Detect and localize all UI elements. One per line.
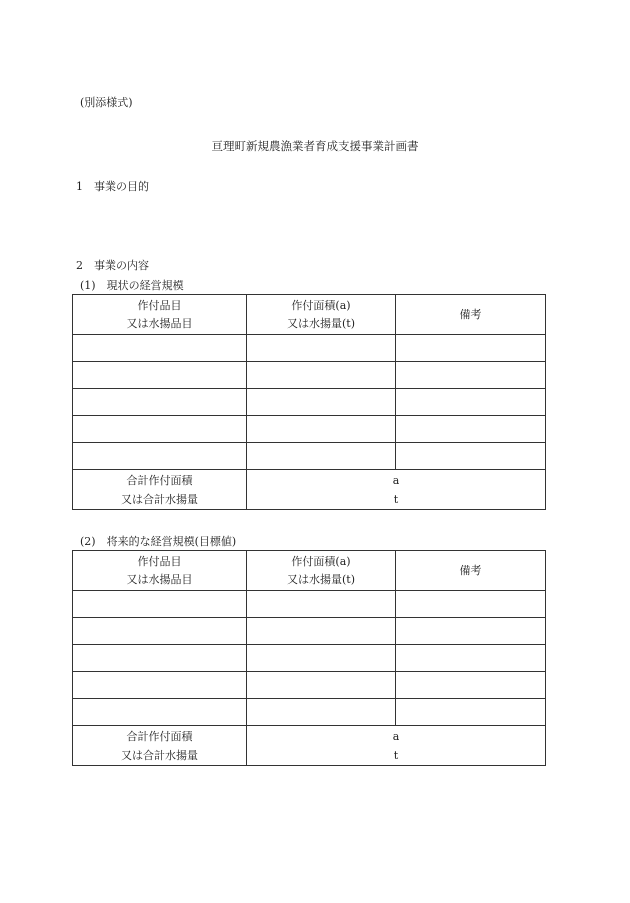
remarks-cell[interactable] bbox=[396, 362, 546, 389]
item-cell[interactable] bbox=[73, 591, 247, 618]
item-cell[interactable] bbox=[73, 362, 247, 389]
remarks-cell[interactable] bbox=[396, 699, 546, 726]
header-area-line1: 作付面積(a) bbox=[291, 298, 351, 312]
total-unit-t: t bbox=[393, 492, 399, 506]
remarks-cell[interactable] bbox=[396, 389, 546, 416]
section-heading-purpose: 1 事業の目的 bbox=[76, 180, 149, 193]
table-row bbox=[73, 672, 546, 699]
table-row bbox=[73, 618, 546, 645]
item-cell[interactable] bbox=[73, 618, 247, 645]
table-row bbox=[73, 416, 546, 443]
item-cell[interactable] bbox=[73, 335, 247, 362]
remarks-cell[interactable] bbox=[396, 335, 546, 362]
table-row bbox=[73, 645, 546, 672]
item-cell[interactable] bbox=[73, 416, 247, 443]
area-cell[interactable] bbox=[247, 416, 396, 443]
section-heading-content: 2 事業の内容 bbox=[76, 259, 149, 272]
total-unit-a: a bbox=[392, 473, 400, 487]
total-label-line2: 又は合計水揚量 bbox=[121, 748, 198, 762]
subsection-heading-future-scale: (2) 将来的な経営規模(目標値) bbox=[80, 535, 237, 548]
area-cell[interactable] bbox=[247, 389, 396, 416]
table-row bbox=[73, 335, 546, 362]
form-label: (別添様式) bbox=[80, 96, 133, 109]
remarks-cell[interactable] bbox=[396, 672, 546, 699]
remarks-cell[interactable] bbox=[396, 618, 546, 645]
header-item-line2: 又は水揚品目 bbox=[126, 572, 193, 586]
remarks-cell[interactable] bbox=[396, 443, 546, 470]
header-item-cell bbox=[73, 295, 247, 335]
header-item-line1: 作付品目 bbox=[137, 298, 182, 312]
table-row bbox=[73, 699, 546, 726]
total-label-line1: 合計作付面積 bbox=[126, 473, 193, 487]
header-item-line2: 又は水揚品目 bbox=[126, 316, 193, 330]
subsection-heading-current-scale: (1) 現状の経営規模 bbox=[80, 279, 184, 292]
header-remarks-cell: 備考 bbox=[396, 295, 546, 335]
total-label-cell bbox=[73, 470, 247, 510]
total-label-line1: 合計作付面積 bbox=[126, 729, 193, 743]
item-cell[interactable] bbox=[73, 443, 247, 470]
area-cell[interactable] bbox=[247, 672, 396, 699]
area-cell[interactable] bbox=[247, 645, 396, 672]
table-row bbox=[73, 362, 546, 389]
item-cell[interactable] bbox=[73, 645, 247, 672]
area-cell[interactable] bbox=[247, 591, 396, 618]
table-header-row bbox=[73, 295, 546, 335]
header-item-line1: 作付品目 bbox=[137, 554, 182, 568]
header-area-line2: 又は水揚量(t) bbox=[286, 316, 355, 330]
current-scale-table bbox=[72, 294, 546, 510]
remarks-cell[interactable] bbox=[396, 645, 546, 672]
total-label-line2: 又は合計水揚量 bbox=[121, 492, 198, 506]
area-cell[interactable] bbox=[247, 699, 396, 726]
total-value-cell[interactable] bbox=[247, 470, 546, 510]
table-total-row bbox=[73, 726, 546, 766]
area-cell[interactable] bbox=[247, 335, 396, 362]
header-area-cell bbox=[247, 551, 396, 591]
header-item-cell bbox=[73, 551, 247, 591]
table-row bbox=[73, 443, 546, 470]
total-unit-a: a bbox=[392, 729, 400, 743]
total-label-cell bbox=[73, 726, 247, 766]
item-cell[interactable] bbox=[73, 672, 247, 699]
header-area-cell bbox=[247, 295, 396, 335]
total-unit-t: t bbox=[393, 748, 399, 762]
item-cell[interactable] bbox=[73, 699, 247, 726]
header-area-line2: 又は水揚量(t) bbox=[286, 572, 355, 586]
table-header-row bbox=[73, 551, 546, 591]
future-scale-table bbox=[72, 550, 546, 766]
remarks-cell[interactable] bbox=[396, 416, 546, 443]
item-cell[interactable] bbox=[73, 389, 247, 416]
total-value-cell[interactable] bbox=[247, 726, 546, 766]
table-row bbox=[73, 591, 546, 618]
header-area-line1: 作付面積(a) bbox=[291, 554, 351, 568]
table-total-row bbox=[73, 470, 546, 510]
area-cell[interactable] bbox=[247, 618, 396, 645]
remarks-cell[interactable] bbox=[396, 591, 546, 618]
area-cell[interactable] bbox=[247, 362, 396, 389]
area-cell[interactable] bbox=[247, 443, 396, 470]
table-row bbox=[73, 389, 546, 416]
header-remarks-cell: 備考 bbox=[396, 551, 546, 591]
document-title: 亘理町新規農漁業者育成支援事業計画書 bbox=[211, 139, 419, 153]
